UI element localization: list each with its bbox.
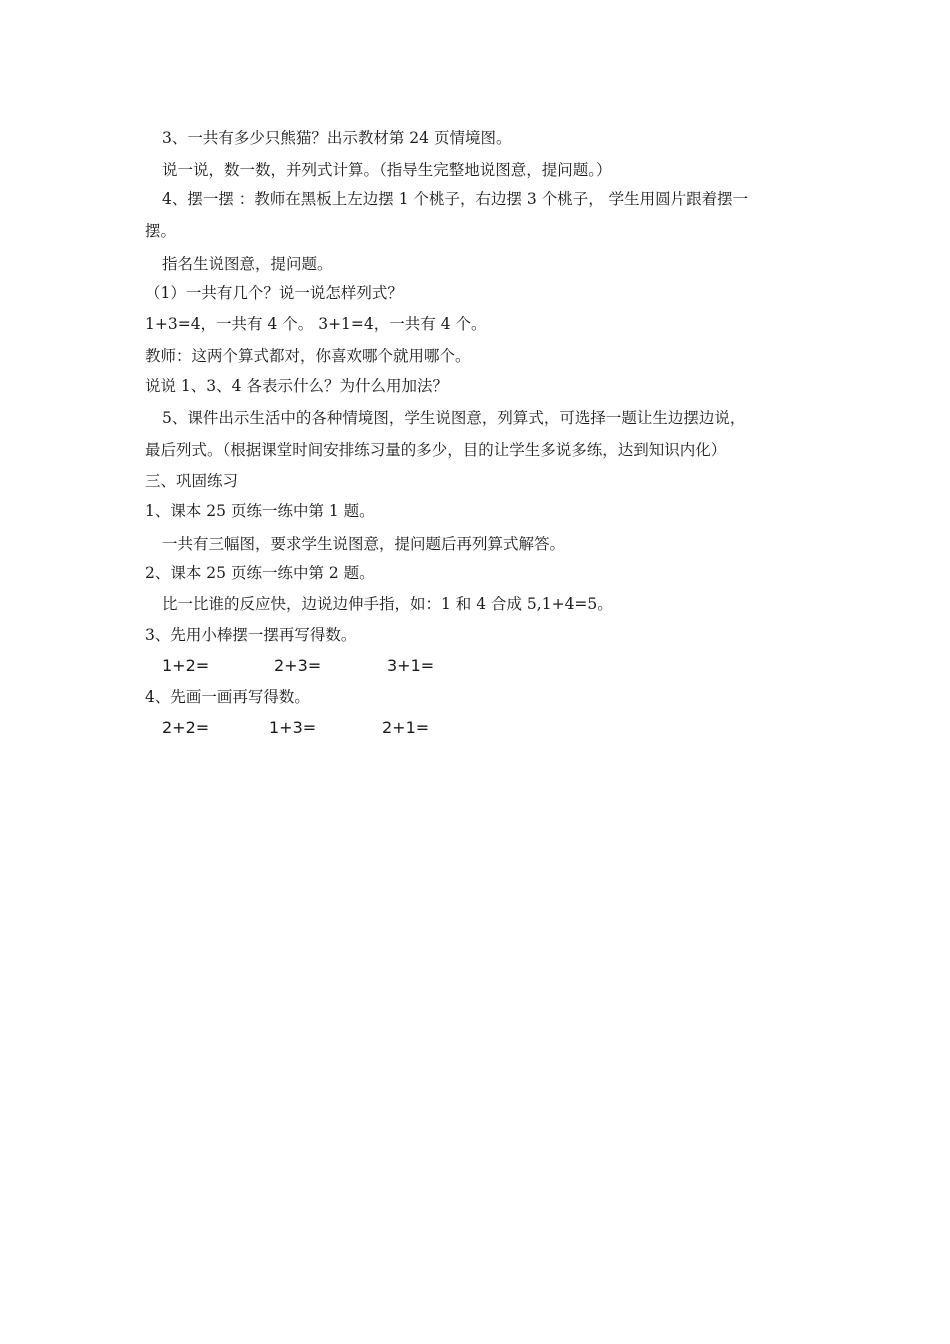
text-line-18: 4、先画一画再写得数。 — [145, 688, 310, 706]
text-line-5: 指名生说图意，提问题。 — [162, 255, 333, 273]
text-line-11: 最后列式。（根据课堂时间安排练习量的多少，目的让学生多说多练，达到知识内化） — [145, 441, 727, 459]
text-line-10: 5、课件出示生活中的各种情境图，学生说图意，列算式，可选择一题让生边摆边说， — [162, 409, 746, 427]
equation: 1+3= — [269, 718, 317, 737]
text-line-16: 比一比谁的反应快，边说边伸手指，如：1 和 4 合成 5,1+4=5。 — [162, 595, 613, 613]
text-line-6: （1）一共有几个？说一说怎样列式？ — [145, 284, 403, 302]
equation: 1+2= — [162, 656, 210, 675]
text-line-7: 1+3=4，一共有 4 个。 3+1=4，一共有 4 个。 — [145, 315, 487, 333]
exercise-3-equations — [0, 656, 950, 676]
section-heading: 三、巩固练习 — [145, 472, 239, 490]
equation: 3+1= — [387, 656, 435, 675]
text-line-4: 摆。 — [145, 222, 177, 240]
text-line-3: 4、摆一摆 ：教师在黑板上左边摆 1 个桃子，右边摆 3 个桃子， 学生用圆片跟着摆一 — [162, 190, 749, 208]
text-line-17: 3、先用小棒摆一摆再写得数。 — [145, 626, 357, 644]
text-line-9: 说说 1、3、4 各表示什么？为什么用加法？ — [145, 377, 448, 395]
text-line-2: 说一说，数一数，并列式计算。（指导生完整地说图意，提问题。） — [162, 161, 612, 179]
text-line-14: 一共有三幅图，要求学生说图意，提问题后再列算式解答。 — [162, 535, 566, 553]
text-line-13: 1、课本 25 页练一练中第 1 题。 — [145, 502, 375, 520]
text-line-15: 2、课本 25 页练一练中第 2 题。 — [145, 564, 375, 582]
exercise-4-equations — [0, 718, 950, 738]
equation: 2+1= — [382, 718, 430, 737]
equation: 2+3= — [274, 656, 322, 675]
text-line-1: 3、一共有多少只熊猫？出示教材第 24 页情境图。 — [162, 129, 512, 147]
equation: 2+2= — [162, 718, 210, 737]
text-line-8: 教师：这两个算式都对，你喜欢哪个就用哪个。 — [145, 347, 471, 365]
